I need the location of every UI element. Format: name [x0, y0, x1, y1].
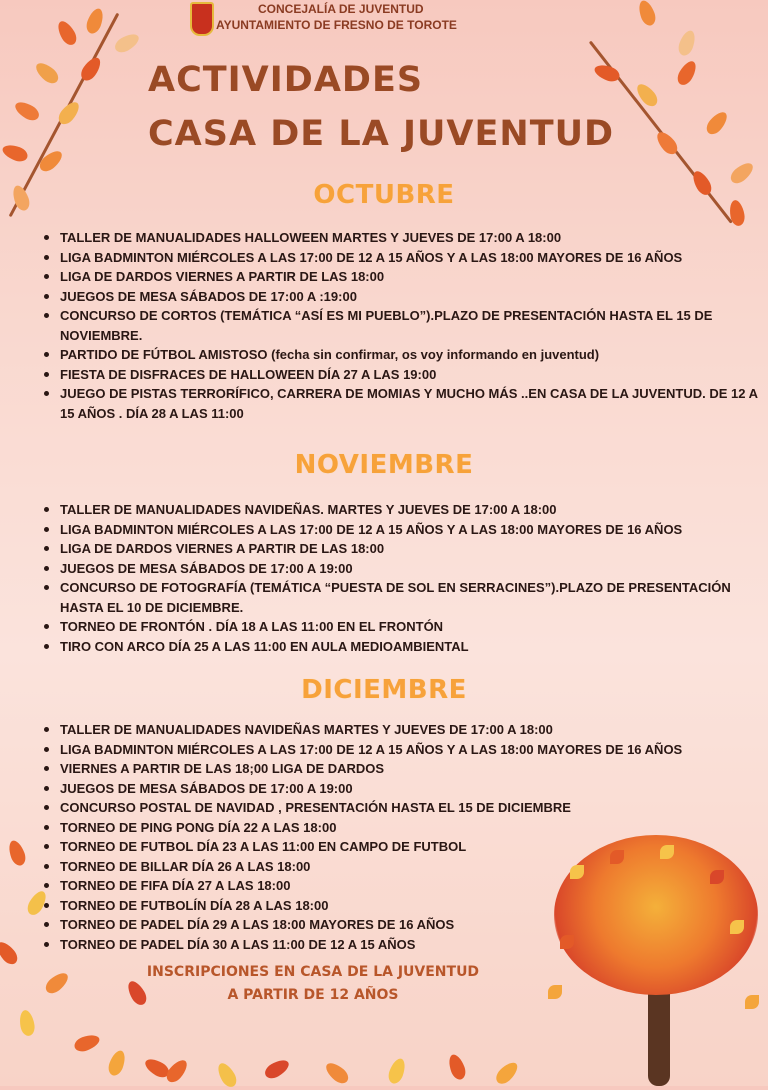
list-item: LIGA BADMINTON MIÉRCOLES A LAS 17:00 DE 12 A 15 AÑOS Y A LAS 18:00 MAYORES DE 16 AÑOS [38, 520, 758, 540]
list-item: JUEGO DE PISTAS TERRORÍFICO, CARRERA DE MOMIAS Y MUCHO MÁS ..EN CASA DE LA JUVENTUD. DE 12 A 15 AÑOS . DÍA 28 A LAS 11:00 [38, 384, 758, 423]
maple-leaf-icon [0, 820, 160, 1086]
header [190, 0, 490, 40]
list-item: TALLER DE MANUALIDADES NAVIDEÑAS. MARTES Y JUEVES DE 17:00 A 18:00 [38, 500, 758, 520]
list-item: TORNEO DE PING PONG DÍA 22 A LAS 18:00 [38, 818, 758, 838]
page-title-line-2: CASA DE LA JUVENTUD [148, 114, 615, 154]
list-item: LIGA DE DARDOS VIERNES A PARTIR DE LAS 18:00 [38, 539, 758, 559]
maple-leaf-icon [160, 1040, 540, 1086]
registration-note: INSCRIPCIONES EN CASA DE LA JUVENTUD [146, 964, 480, 980]
list-item: TIRO CON ARCO DÍA 25 A LAS 11:00 EN AULA MEDIOAMBIENTAL [38, 637, 758, 657]
age-note: A PARTIR DE 12 AÑOS [227, 987, 399, 1003]
list-item: FIESTA DE DISFRACES DE HALLOWEEN DÍA 27 A LAS 19:00 [38, 365, 758, 385]
list-item: LIGA DE DARDOS VIERNES A PARTIR DE LAS 18:00 [38, 267, 758, 287]
month-heading-november: NOVIEMBRE [294, 450, 474, 480]
list-item: CONCURSO POSTAL DE NAVIDAD , PRESENTACIÓN HASTA EL 15 DE DICIEMBRE [38, 798, 758, 818]
department-name: CONCEJALÍA DE JUVENTUD [258, 2, 424, 16]
list-item: TORNEO DE FUTBOL DÍA 23 A LAS 11:00 EN CAMPO DE FUTBOL [38, 837, 758, 857]
list-item: TORNEO DE PADEL DÍA 29 A LAS 18:00 MAYORES DE 16 AÑOS [38, 915, 758, 935]
list-item: TORNEO DE FIFA DÍA 27 A LAS 18:00 [38, 876, 758, 896]
list-item: CONCURSO DE FOTOGRAFÍA (TEMÁTICA “PUESTA DE SOL EN SERRACINES”).PLAZO DE PRESENTACIÓN HASTA EL 10 DE DICIEMBRE. [38, 578, 758, 617]
list-item: TORNEO DE FRONTÓN . DÍA 18 A LAS 11:00 EN EL FRONTÓN [38, 617, 758, 637]
list-item: PARTIDO DE FÚTBOL AMISTOSO (fecha sin confirmar, os voy informando en juventud) [38, 345, 758, 365]
list-item: TORNEO DE FUTBOLÍN DÍA 28 A LAS 18:00 [38, 896, 758, 916]
list-item: TORNEO DE BILLAR DÍA 26 A LAS 18:00 [38, 857, 758, 877]
list-item: LIGA BADMINTON MIÉRCOLES A LAS 17:00 DE 12 A 15 AÑOS Y A LAS 18:00 MAYORES DE 16 AÑOS [38, 248, 758, 268]
october-activity-list [38, 228, 758, 423]
page-title-line-1: ACTIVIDADES [148, 60, 424, 100]
november-activity-list [38, 500, 758, 656]
month-heading-december: DICIEMBRE [301, 675, 467, 705]
list-item: TALLER DE MANUALIDADES NAVIDEÑAS MARTES Y JUEVES DE 17:00 A 18:00 [38, 720, 758, 740]
list-item: JUEGOS DE MESA SÁBADOS DE 17:00 A :19:00 [38, 287, 758, 307]
coat-of-arms-icon [190, 2, 214, 36]
list-item: JUEGOS DE MESA SÁBADOS DE 17:00 A 19:00 [38, 779, 758, 799]
autumn-tree-icon [540, 825, 768, 1086]
list-item: LIGA BADMINTON MIÉRCOLES A LAS 17:00 DE 12 A 15 AÑOS Y A LAS 18:00 MAYORES DE 16 AÑOS [38, 740, 758, 760]
list-item: VIERNES A PARTIR DE LAS 18;00 LIGA DE DARDOS [38, 759, 758, 779]
list-item: JUEGOS DE MESA SÁBADOS DE 17:00 A 19:00 [38, 559, 758, 579]
list-item: TORNEO DE PADEL DÍA 30 A LAS 11:00 DE 12 A 15 AÑOS [38, 935, 758, 955]
month-heading-october: OCTUBRE [313, 180, 455, 210]
council-name: AYUNTAMIENTO DE FRESNO DE TOROTE [216, 18, 457, 32]
list-item: CONCURSO DE CORTOS (TEMÁTICA “ASÍ ES MI PUEBLO”).PLAZO DE PRESENTACIÓN HASTA EL 15 DE NOVIEMBRE. [38, 306, 758, 345]
list-item: TALLER DE MANUALIDADES HALLOWEEN MARTES Y JUEVES DE 17:00 A 18:00 [38, 228, 758, 248]
